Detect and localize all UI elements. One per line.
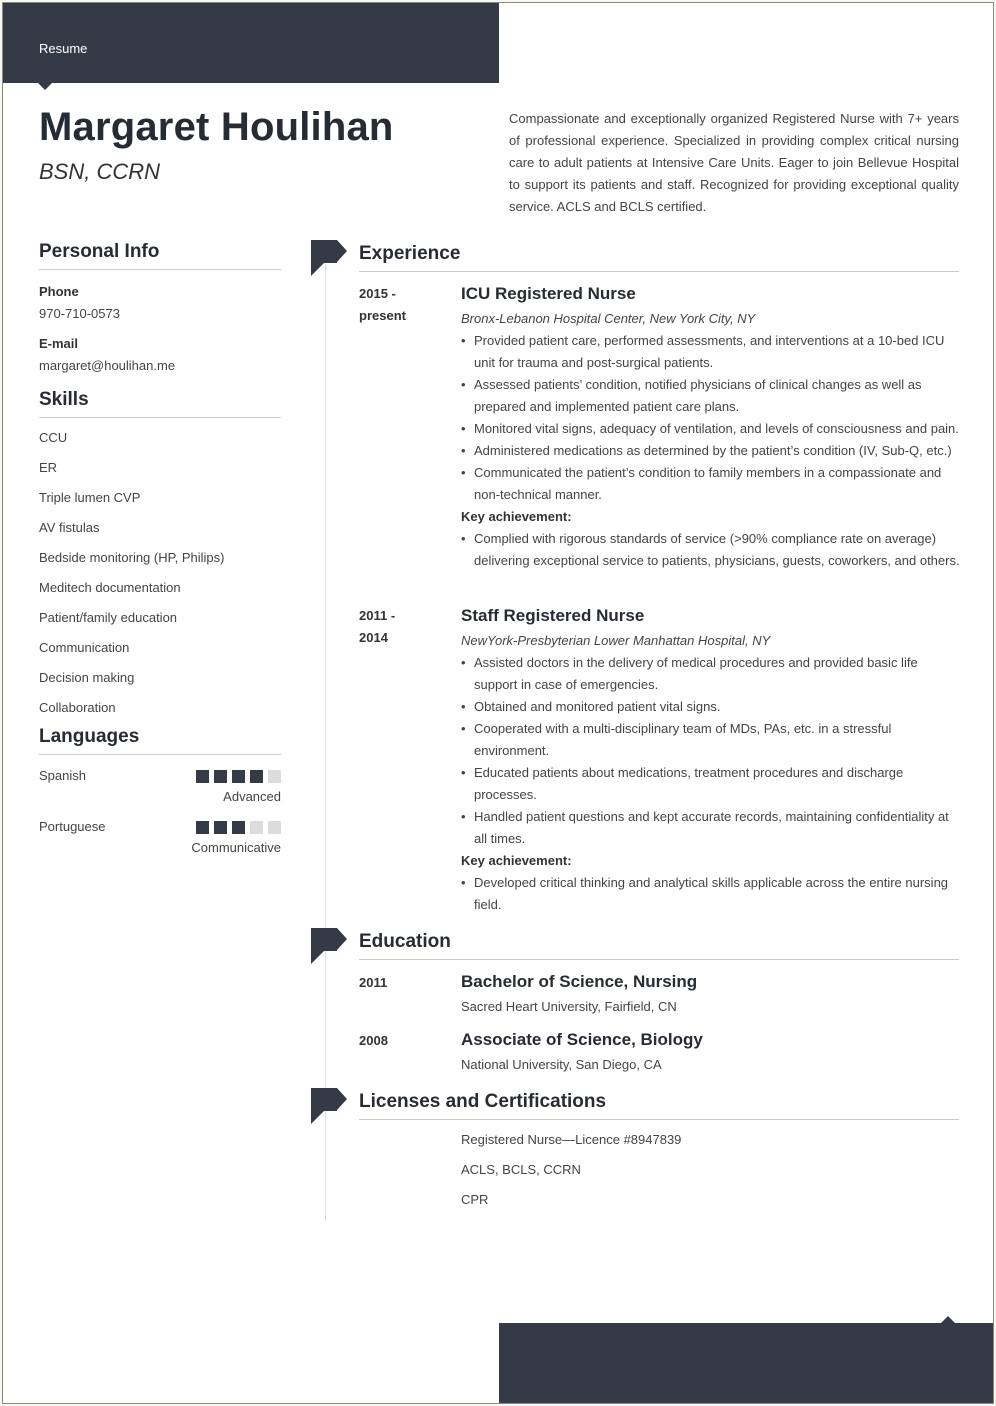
education-degree: Associate of Science, Biology xyxy=(461,1030,703,1049)
skill-item: Meditech documentation xyxy=(39,580,181,595)
rating-dot-empty xyxy=(268,770,281,783)
skill-item: Communication xyxy=(39,640,130,655)
rating-dot-filled xyxy=(250,770,263,783)
personal-info-heading: Personal Info xyxy=(39,241,281,270)
license-item: ACLS, BCLS, CCRN xyxy=(461,1162,581,1177)
licenses-heading: Licenses and Certifications xyxy=(359,1091,959,1120)
rating-dot-filled xyxy=(196,770,209,783)
rating-dot-empty xyxy=(268,821,281,834)
education-heading: Education xyxy=(359,931,959,960)
job-entry xyxy=(461,283,961,572)
bullet-item: • Complied with rigorous standards of service (>90% compliance rate on average) delivering exceptional service to patients, physicians, guests, coworkers, and others. xyxy=(461,528,961,572)
job-date-start: 2015 - xyxy=(359,286,396,301)
skill-item: Bedside monitoring (HP, Philips) xyxy=(39,550,225,565)
phone-label: Phone xyxy=(39,284,79,299)
job-organization: NewYork-Presbyterian Lower Manhattan Hospital, NY xyxy=(461,633,771,648)
candidate-name: Margaret Houlihan xyxy=(39,105,394,149)
skills-heading: Skills xyxy=(39,389,281,418)
job-title: ICU Registered Nurse xyxy=(461,284,636,303)
languages-heading: Languages xyxy=(39,726,281,755)
bullet-item: • Handled patient questions and kept accurate records, maintaining confidentiality at all times. xyxy=(461,806,961,850)
rating-dot-empty xyxy=(250,821,263,834)
footer-notch xyxy=(941,1316,955,1323)
bullet-item: • Provided patient care, performed assessments, and interventions at a 10-bed ICU unit for trauma and post-surgical patients. xyxy=(461,330,961,374)
experience-heading: Experience xyxy=(359,243,959,272)
education-school: Sacred Heart University, Fairfield, CN xyxy=(461,999,677,1014)
bullet-item: • Administered medications as determined by the patient’s condition (IV, Sub-Q, etc.) xyxy=(461,440,961,462)
job-date-end: 2014 xyxy=(359,630,388,645)
phone-value: 970-710-0573 xyxy=(39,306,120,321)
language-level: Advanced xyxy=(223,789,281,804)
languages-list xyxy=(39,768,281,870)
job-date xyxy=(359,605,439,649)
rating-dot-filled xyxy=(196,821,209,834)
bullet-item: • Monitored vital signs, adequacy of ventilation, and levels of consciousness and pain. xyxy=(461,418,961,440)
key-achievement-label: Key achievement: xyxy=(461,509,572,524)
left-column xyxy=(39,241,281,870)
header-notch xyxy=(38,83,52,90)
summary-text: Compassionate and exceptionally organized Registered Nurse with 7+ years of professional experience. Specialized in providing complex critical nursing care to adult patients at Intensive Care Units. Eager to join Bellevue Hospital to support its patients and staff. Recognized for providing exceptional quality service. ACLS and BCLS certified. xyxy=(509,111,959,214)
bullet-item: • Cooperated with a multi-disciplinary team of MDs, PAs, etc. in a stressful environment. xyxy=(461,718,961,762)
timeline-line xyxy=(325,265,326,1221)
language-row xyxy=(39,819,281,870)
education-flag-icon xyxy=(311,928,347,966)
rating-dot-filled xyxy=(214,821,227,834)
job-entry xyxy=(461,605,961,916)
skill-item: CCU xyxy=(39,430,68,445)
job-duties-list xyxy=(461,330,961,506)
email-label: E-mail xyxy=(39,336,79,351)
education-year: 2011 xyxy=(359,975,388,990)
resume-page xyxy=(2,2,994,1404)
education-degree: Bachelor of Science, Nursing xyxy=(461,972,698,991)
experience-flag-icon xyxy=(311,240,347,278)
job-date-end: present xyxy=(359,308,406,323)
rating-dot-filled xyxy=(232,770,245,783)
language-name: Spanish xyxy=(39,768,86,783)
language-name: Portuguese xyxy=(39,819,106,834)
resume-label: Resume xyxy=(39,41,88,56)
education-entry xyxy=(461,1030,961,1072)
language-rating xyxy=(196,821,281,834)
education-entry xyxy=(461,972,961,1014)
language-row xyxy=(39,768,281,819)
skill-item: AV fistulas xyxy=(39,520,100,535)
license-item: Registered Nurse—Licence #8947839 xyxy=(461,1132,682,1147)
skill-item: Triple lumen CVP xyxy=(39,490,141,505)
rating-dot-filled xyxy=(214,770,227,783)
skill-item: ER xyxy=(39,460,58,475)
skill-item: Decision making xyxy=(39,670,135,685)
rating-dot-filled xyxy=(232,821,245,834)
bullet-item: • Obtained and monitored patient vital signs. xyxy=(461,696,961,718)
bullet-item: • Communicated the patient’s condition to family members in a compassionate and non-technical manner. xyxy=(461,462,961,506)
job-organization: Bronx-Lebanon Hospital Center, New York City, NY xyxy=(461,311,756,326)
key-achievement-label: Key achievement: xyxy=(461,853,572,868)
candidate-credentials: BSN, CCRN xyxy=(39,159,161,184)
job-date-start: 2011 - xyxy=(359,608,396,623)
education-year: 2008 xyxy=(359,1033,388,1048)
footer-band xyxy=(499,1323,994,1404)
skill-item: Collaboration xyxy=(39,700,116,715)
bullet-item: • Assessed patients’ condition, notified physicians of clinical changes as well as prepared and implemented patient care plans. xyxy=(461,374,961,418)
header-band xyxy=(3,3,499,83)
skill-item: Patient/family education xyxy=(39,610,178,625)
license-item: CPR xyxy=(461,1192,489,1207)
skills-list xyxy=(39,428,281,728)
education-school: National University, San Diego, CA xyxy=(461,1057,662,1072)
language-level: Communicative xyxy=(191,840,281,855)
job-date xyxy=(359,283,439,327)
job-duties-list xyxy=(461,652,961,850)
language-rating xyxy=(196,770,281,783)
bullet-item: • Developed critical thinking and analytical skills applicable across the entire nursing field. xyxy=(461,872,961,916)
achievements-list xyxy=(461,872,961,916)
licenses-flag-icon xyxy=(311,1088,347,1126)
email-value: margaret@houlihan.me xyxy=(39,358,176,373)
achievements-list xyxy=(461,528,961,572)
bullet-item: • Assisted doctors in the delivery of medical procedures and provided basic life support in case of emergencies. xyxy=(461,652,961,696)
job-title: Staff Registered Nurse xyxy=(461,606,645,625)
bullet-item: • Educated patients about medications, treatment procedures and discharge processes. xyxy=(461,762,961,806)
